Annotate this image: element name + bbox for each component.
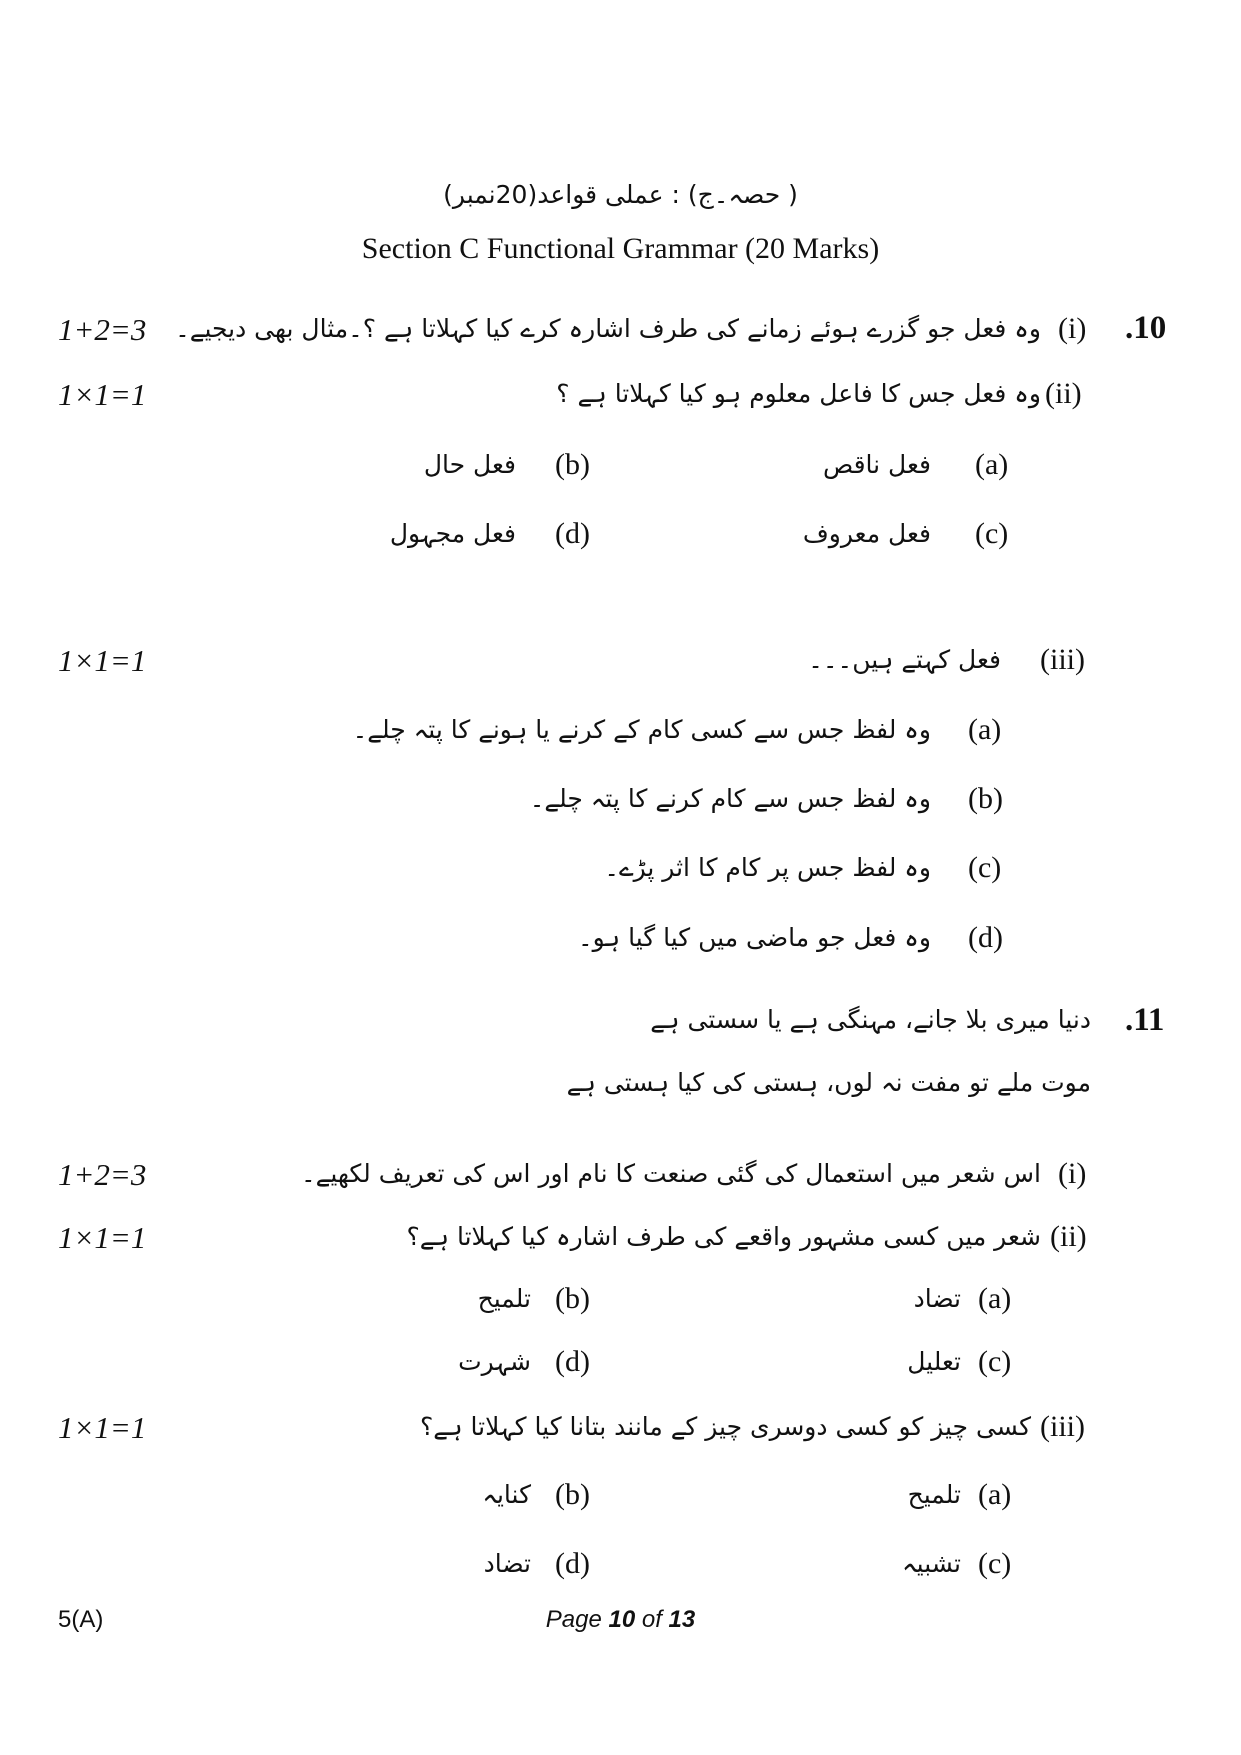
q10-iii-option-b-text: وہ لفظ جس سے کام کرنے کا پتہ چلے۔ (529, 784, 931, 813)
q10-iii-text: فعل کہتے ہیں۔۔۔ (808, 645, 1001, 674)
q11-iii-option-d-text: تضاد (483, 1549, 531, 1578)
q10-iii-option-b-label: (b) (968, 782, 1003, 815)
q11-i-text: اس شعر میں استعمال کی گئی صنعت کا نام اور اس کی تعریف لکھیے۔ (301, 1159, 1041, 1188)
page-total: 13 (668, 1606, 696, 1633)
marks-q10-iii: 1×1=1 (58, 643, 147, 678)
page-word: Page (545, 1606, 602, 1633)
page-number: 10 (608, 1606, 636, 1633)
q10-ii-option-c-text: فعل معروف (802, 519, 931, 548)
q10-iii-option-c-label: (c) (968, 851, 1002, 884)
q10-i-label: (i) (1058, 312, 1087, 345)
question-number-10: .10 (1125, 310, 1167, 346)
page-indicator (0, 1606, 1241, 1634)
q11-verse-line-1: دنیا میری بلا جانے، مہنگی ہے یا سستی ہے (650, 1005, 1091, 1034)
q11-iii-option-b-label: (b) (555, 1478, 590, 1511)
q11-i-label: (i) (1058, 1157, 1087, 1190)
q11-ii-option-c-label: (c) (978, 1345, 1012, 1378)
q11-ii-option-c-text: تعلیل (907, 1347, 961, 1376)
q10-ii-option-b-label: (b) (555, 448, 590, 481)
q10-ii-option-a-label: (a) (975, 448, 1009, 481)
q11-iii-label: (iii) (1040, 1410, 1085, 1443)
q11-iii-option-d-label: (d) (555, 1547, 590, 1580)
q10-iii-option-a-text: وہ لفظ جس سے کسی کام کے کرنے یا ہونے کا پتہ چلے۔ (352, 715, 931, 744)
q11-verse-line-2: موت ملے تو مفت نہ لوں، ہستی کی کیا ہستی ہے (566, 1068, 1091, 1097)
q11-iii-option-b-text: کنایہ (482, 1480, 531, 1509)
marks-q11-i: 1+2=3 (58, 1157, 147, 1192)
q10-ii-option-d-text: فعل مجہول (389, 519, 516, 548)
q10-ii-label: (ii) (1045, 377, 1082, 410)
q10-iii-option-d-text: وہ فعل جو ماضی میں کیا گیا ہو۔ (577, 923, 931, 952)
q10-ii-option-d-label: (d) (555, 517, 590, 550)
q10-iii-option-a-label: (a) (968, 713, 1002, 746)
q11-ii-label: (ii) (1050, 1220, 1087, 1253)
q11-ii-option-a-text: تضاد (913, 1284, 961, 1313)
marks-q10-i: 1+2=3 (58, 312, 147, 347)
q11-ii-option-a-label: (a) (978, 1282, 1012, 1315)
question-number-11: .11 (1125, 1002, 1165, 1038)
q10-ii-text: وہ فعل جس کا فاعل معلوم ہو کیا کہلاتا ہے ؟ (556, 379, 1041, 408)
q10-iii-label: (iii) (1040, 643, 1085, 676)
q11-ii-option-b-label: (b) (555, 1282, 590, 1315)
q11-iii-text: کسی چیز کو کسی دوسری چیز کے مانند بتانا کیا کہلاتا ہے؟ (420, 1412, 1031, 1441)
q11-ii-option-d-label: (d) (555, 1345, 590, 1378)
q11-ii-text: شعر میں کسی مشہور واقعے کی طرف اشارہ کیا کہلاتا ہے؟ (406, 1222, 1041, 1251)
q10-ii-option-b-text: فعل حال (423, 450, 516, 479)
q10-iii-option-c-text: وہ لفظ جس پر کام کا اثر پڑے۔ (604, 853, 931, 882)
q11-ii-option-b-text: تلمیح (477, 1284, 531, 1313)
section-urdu-title: ( حصہ۔ج) : عملی قواعد(20نمبر) (443, 180, 798, 209)
q10-iii-option-d-label: (d) (968, 921, 1003, 954)
marks-q11-ii: 1×1=1 (58, 1220, 147, 1255)
q11-iii-option-c-label: (c) (978, 1547, 1012, 1580)
q10-ii-option-a-text: فعل ناقص (822, 450, 931, 479)
marks-q11-iii: 1×1=1 (58, 1410, 147, 1445)
marks-q10-ii: 1×1=1 (58, 377, 147, 412)
q11-iii-option-a-label: (a) (978, 1478, 1012, 1511)
q11-iii-option-c-text: تشبیہ (902, 1549, 961, 1578)
q10-ii-option-c-label: (c) (975, 517, 1009, 550)
of-word: of (641, 1606, 662, 1633)
q10-i-text: وہ فعل جو گزرے ہوئے زمانے کی طرف اشارہ کرے کیا کہلاتا ہے ؟۔مثال بھی دیجیے۔ (175, 314, 1041, 343)
q11-ii-option-d-text: شہرت (458, 1347, 531, 1376)
q11-iii-option-a-text: تلمیح (907, 1480, 961, 1509)
paper-code: 5(A) (58, 1606, 104, 1633)
section-english-title: Section C Functional Grammar (20 Marks) (361, 232, 880, 265)
